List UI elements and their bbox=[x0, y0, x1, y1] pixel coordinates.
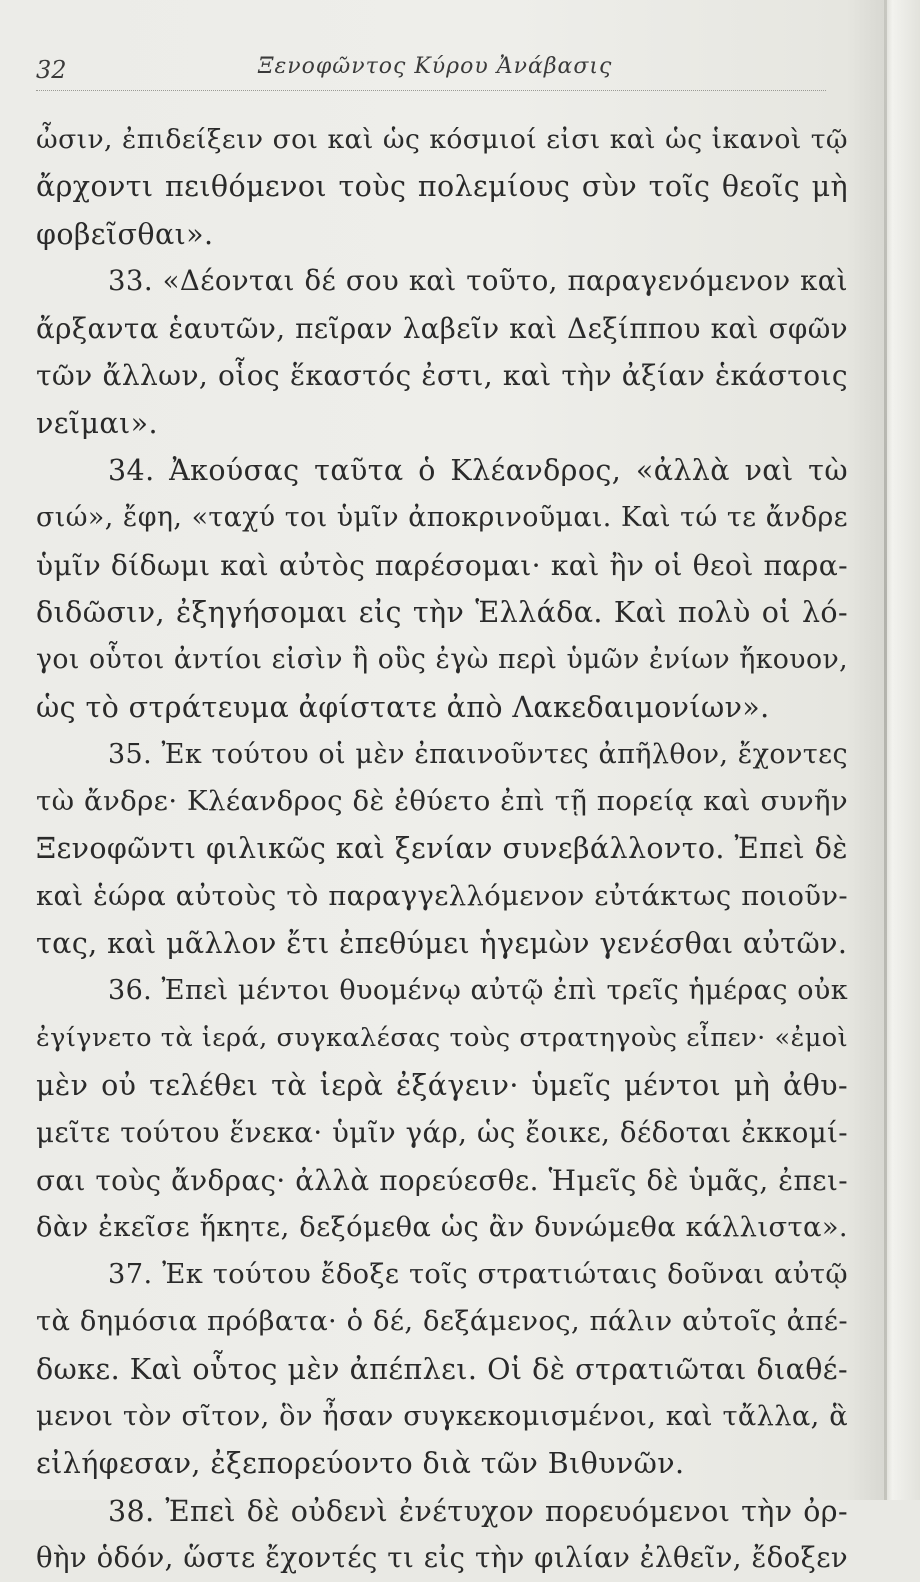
text-line: 33. «Δέονται δέ σου καὶ τοῦτο, παραγενόμενον καὶ bbox=[108, 264, 848, 297]
text-line: γοι οὗτοι ἀντίοι εἰσὶν ἢ οὓς ἐγὼ περὶ ὑμῶν ἐνίων ἤκουον, bbox=[36, 644, 848, 676]
text-line: τας, καὶ μᾶλλον ἔτι ἐπεθύμει ἡγεμὼν γενέσθαι αὐτῶν. bbox=[36, 927, 848, 961]
text-line: ὡς τὸ στράτευμα ἀφίστατε ἀπὸ Λακεδαιμονίων». bbox=[36, 690, 770, 724]
text-line: ἄρξαντα ἑαυτῶν, πεῖραν λαβεῖν καὶ Δεξίππου καὶ σφῶν bbox=[36, 312, 848, 346]
text-line: ἐγίγνετο τὰ ἱερά, συγκαλέσας τοὺς στρατηγοὺς εἶπεν· «ἐμοὶ bbox=[36, 1022, 848, 1053]
text-line: τῶν ἄλλων, οἷος ἕκαστός ἐστι, καὶ τὴν ἀξίαν ἑκάστοις bbox=[36, 359, 848, 393]
text-line: καὶ ἑώρα αὐτοὺς τὸ παραγγελλόμενον εὐτάκτως ποιοῦν- bbox=[36, 880, 848, 912]
body-text bbox=[36, 116, 848, 1582]
text-line: 35. Ἐκ τούτου οἱ μὲν ἐπαινοῦντες ἀπῆλθον, ἔχοντες bbox=[108, 738, 848, 770]
text-line: δὰν ἐκεῖσε ἥκητε, δεξόμεθα ὡς ἂν δυνώμεθα κάλλιστα». bbox=[36, 1211, 848, 1243]
text-line: σιώ», ἔφη, «ταχύ τοι ὑμῖν ἀποκρινοῦμαι. Καὶ τώ τε ἄνδρε bbox=[36, 502, 848, 534]
text-line: 38. Ἐπεὶ δὲ οὐδενὶ ἐνέτυχον πορευόμενοι τὴν ὀρ- bbox=[108, 1494, 848, 1528]
text-line: 37. Ἐκ τούτου ἔδοξε τοῖς στρατιώταις δοῦναι αὐτῷ bbox=[108, 1259, 848, 1291]
text-line: 34. Ἀκούσας ταῦτα ὁ Κλέανδρος, «ἀλλὰ ναὶ τὼ bbox=[108, 454, 848, 488]
text-line: ἄρχοντι πειθόμενοι τοὺς πολεμίους σὺν τοῖς θεοῖς μὴ bbox=[36, 170, 848, 204]
text-line: ὑμῖν δίδωμι καὶ αὐτὸς παρέσομαι· καὶ ἢν οἱ θεοὶ παρα- bbox=[36, 548, 848, 582]
running-title: Ξενοφῶντος Κύρου Ἀνάβασις bbox=[258, 54, 613, 79]
text-line: θὴν ὁδόν, ὥστε ἔχοντές τι εἰς τὴν φιλίαν ἐλθεῖν, ἔδοξεν bbox=[36, 1541, 848, 1574]
text-line: τὰ δημόσια πρόβατα· ὁ δέ, δεξάμενος, πάλιν αὐτοῖς ἀπέ- bbox=[36, 1306, 848, 1338]
text-line: νεῖμαι». bbox=[36, 406, 158, 440]
text-line: εἰλήφεσαν, ἐξεπορεύοντο διὰ τῶν Βιθυνῶν. bbox=[36, 1447, 685, 1481]
text-line: Ξενοφῶντι φιλικῶς καὶ ξενίαν συνεβάλλοντο. Ἐπεὶ δὲ bbox=[36, 832, 848, 866]
page-edge-shadow bbox=[884, 0, 887, 1500]
text-line: διδῶσιν, ἐξηγήσομαι εἰς τὴν Ἑλλάδα. Καὶ πολὺ οἱ λό- bbox=[36, 595, 848, 629]
text-line: φοβεῖσθαι». bbox=[36, 217, 214, 251]
text-line: ὦσιν, ἐπιδείξειν σοι καὶ ὡς κόσμιοί εἰσι καὶ ὡς ἱκανοὶ τῷ bbox=[36, 124, 848, 155]
page-number: 32 bbox=[36, 56, 67, 84]
text-line: δωκε. Καὶ οὗτος μὲν ἀπέπλει. Οἱ δὲ στρατιῶται διαθέ- bbox=[36, 1352, 848, 1386]
text-line: 36. Ἐπεὶ μέντοι θυομένῳ αὐτῷ ἐπὶ τρεῖς ἡμέρας οὐκ bbox=[108, 975, 848, 1007]
page-header bbox=[36, 48, 836, 92]
text-line: σαι τοὺς ἄνδρας· ἀλλὰ πορεύεσθε. Ἡμεῖς δὲ ὑμᾶς, ἐπει- bbox=[36, 1163, 848, 1197]
text-line: τὼ ἄνδρε· Κλέανδρος δὲ ἐθύετο ἐπὶ τῇ πορείᾳ καὶ συνῆν bbox=[36, 785, 848, 818]
text-line: μεῖτε τούτου ἕνεκα· ὑμῖν γάρ, ὡς ἔοικε, δέδοται ἐκκομί- bbox=[36, 1116, 848, 1150]
header-rule bbox=[36, 90, 826, 91]
text-line: μενοι τὸν σῖτον, ὃν ἦσαν συγκεκομισμένοι, καὶ τἄλλα, ἃ bbox=[36, 1401, 848, 1433]
text-line: μὲν οὐ τελέθει τὰ ἱερὰ ἐξάγειν· ὑμεῖς μέντοι μὴ ἀθυ- bbox=[36, 1068, 848, 1102]
